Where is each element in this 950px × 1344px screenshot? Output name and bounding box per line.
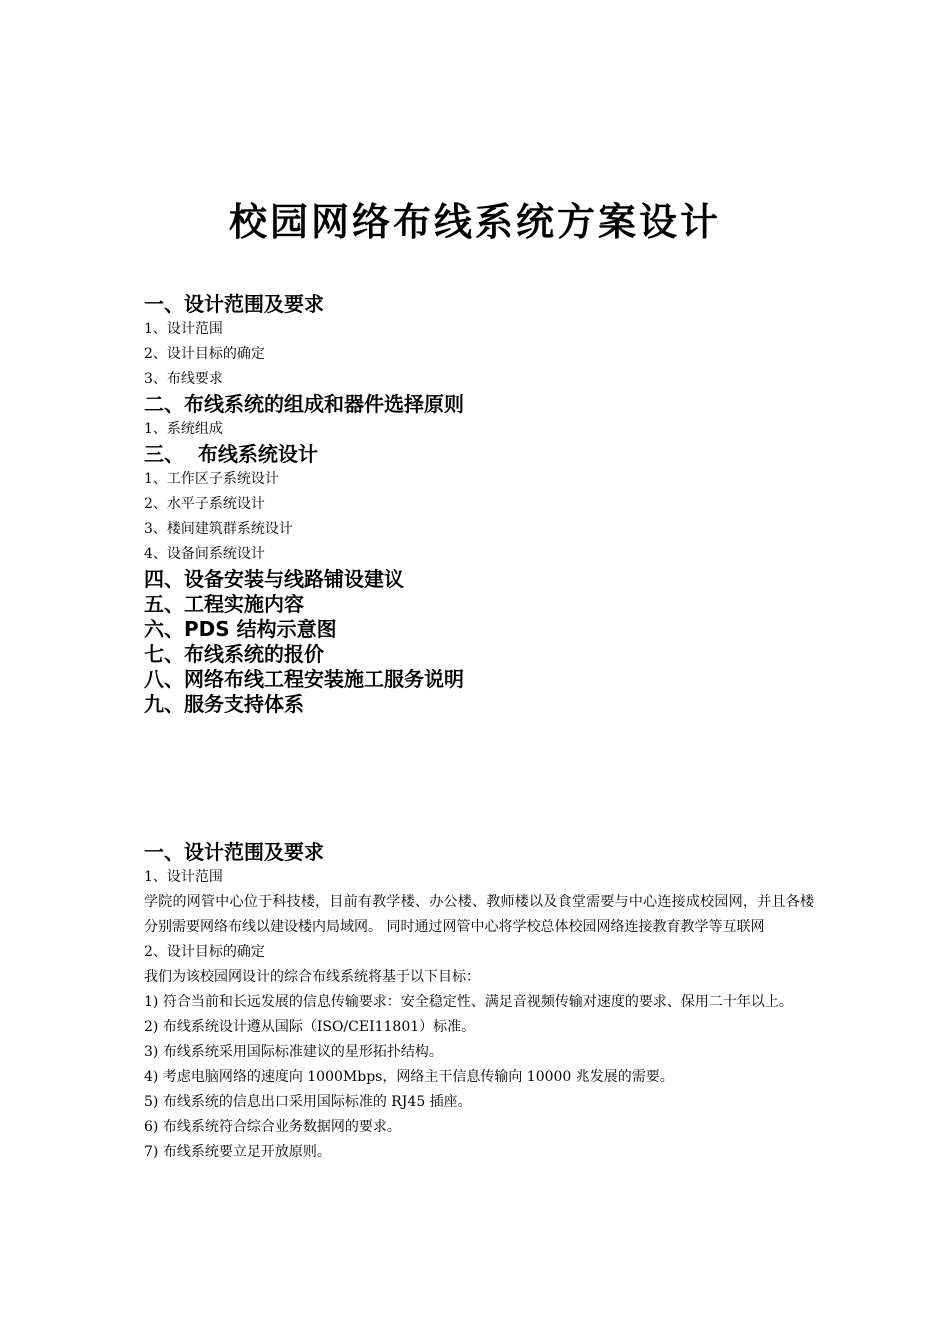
toc-sub-3-4: 4、设备间系统设计 xyxy=(144,546,265,562)
toc-heading-3: 三、 布线系统设计 xyxy=(144,442,318,466)
design-goal-item: 3) 布线系统采用国际标准建议的星形拓扑结构。 xyxy=(144,1044,443,1060)
section-heading: 一、设计范围及要求 xyxy=(144,840,324,864)
toc-sub-1-3: 3、布线要求 xyxy=(144,371,223,387)
toc-heading-8: 八、网络布线工程安装施工服务说明 xyxy=(144,667,464,691)
toc-heading-7: 七、布线系统的报价 xyxy=(144,642,324,666)
document-title: 校园网络布线系统方案设计 xyxy=(228,199,721,244)
design-goal-item: 5) 布线系统的信息出口采用国际标准的 RJ45 插座。 xyxy=(144,1094,472,1110)
toc-heading-9: 九、服务支持体系 xyxy=(144,692,304,716)
design-goal-item: 7) 布线系统要立足开放原则。 xyxy=(144,1144,331,1160)
toc-sub-3-2: 2、水平子系统设计 xyxy=(144,496,265,512)
toc-sub-1-2: 2、设计目标的确定 xyxy=(144,346,265,362)
design-scope-paragraph: 学院的网管中心位于科技楼，目前有教学楼、办公楼、教师楼以及食堂需要与中心连接成校园网，并且各楼分别需要网络布线以建设楼内局域网。 同时通过网管中心将学校总体校园网络连接教育教学等互联网 xyxy=(144,894,814,935)
toc-heading-5: 五、工程实施内容 xyxy=(144,592,304,616)
design-goal-item: 1) 符合当前和长远发展的信息传输要求：安全稳定性、满足音视频传输对速度的要求、保用二十年以上。 xyxy=(144,994,793,1010)
section-sub-design-goals: 2、设计目标的确定 xyxy=(144,944,265,960)
toc-heading-1: 一、设计范围及要求 xyxy=(144,292,324,316)
toc-sub-3-1: 1、工作区子系统设计 xyxy=(144,471,279,487)
section-design-scope xyxy=(144,840,814,1165)
design-goal-item: 2) 布线系统设计遵从国际（ISO/CEI11801）标准。 xyxy=(144,1019,476,1035)
design-goal-item: 6) 布线系统符合综合业务数据网的要求。 xyxy=(144,1119,401,1135)
table-of-contents xyxy=(144,292,814,717)
toc-heading-4: 四、设备安装与线路铺设建议 xyxy=(144,567,404,591)
toc-heading-2: 二、布线系统的组成和器件选择原则 xyxy=(144,392,464,416)
design-goal-item: 4) 考虑电脑网络的速度向 1000Mbps，网络主干信息传输向 10000 兆发展的需要。 xyxy=(144,1069,674,1085)
toc-heading-6: 六、PDS 结构示意图 xyxy=(144,617,337,641)
toc-sub-2-1: 1、系统组成 xyxy=(144,421,223,437)
toc-sub-3-3: 3、楼间建筑群系统设计 xyxy=(144,521,293,537)
design-goals-intro: 我们为该校园网设计的综合布线系统将基于以下目标： xyxy=(144,969,480,985)
section-sub-design-scope: 1、设计范围 xyxy=(144,869,223,885)
toc-sub-1-1: 1、设计范围 xyxy=(144,321,223,337)
